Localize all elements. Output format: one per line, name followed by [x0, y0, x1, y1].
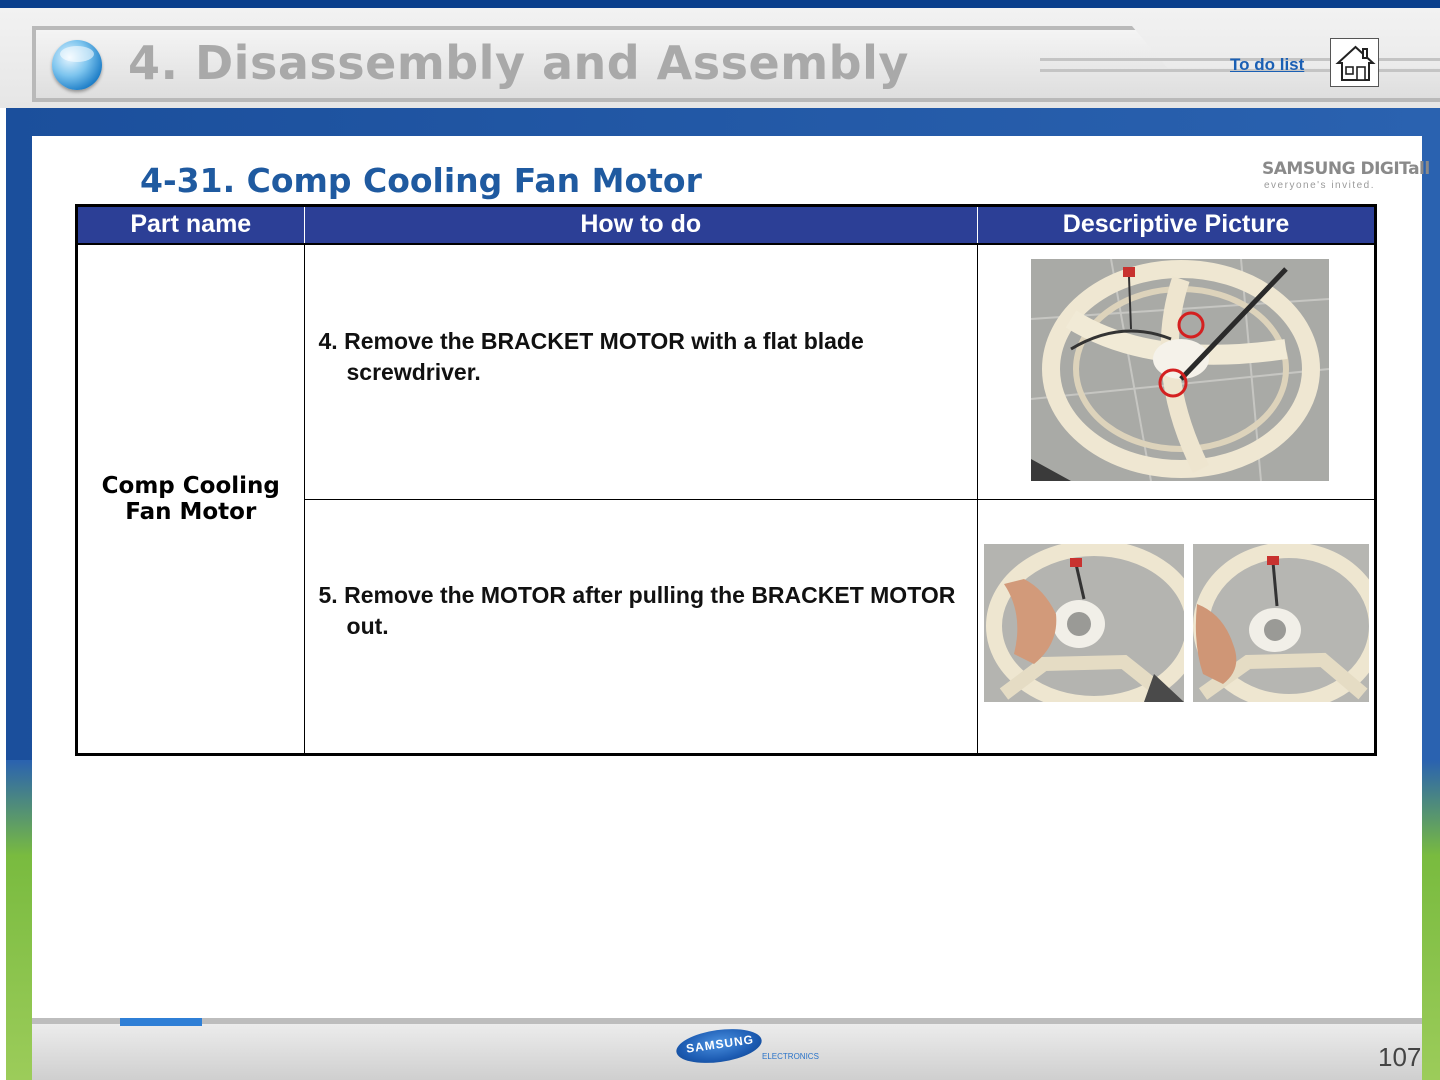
picture-cell: [978, 499, 1376, 755]
motor-removal-photo-1: [984, 544, 1184, 702]
part-name-line1: Comp Cooling: [101, 472, 280, 499]
header-part-name: Part name: [77, 206, 305, 244]
samsung-logo-subtext: ELECTRONICS: [762, 1052, 819, 1061]
top-strip: [0, 0, 1440, 8]
page-number: 107: [1378, 1042, 1422, 1072]
samsung-logo-text: SAMSUNG: [685, 1032, 755, 1056]
page-title: 4. Disassembly and Assembly: [128, 36, 909, 90]
picture-cell: [978, 244, 1376, 500]
table-header-row: [77, 206, 1376, 244]
procedure-table: [75, 204, 1377, 756]
step-text: 5. Remove the MOTOR after pulling the BRACKET MOTOR out.: [318, 582, 956, 640]
todo-list-link[interactable]: To do list: [1230, 55, 1305, 74]
step-cell: [304, 244, 978, 500]
part-name-line2: Fan Motor: [125, 498, 257, 525]
motor-removal-photo-2: [1193, 544, 1369, 702]
brand-tagline: everyone's invited.: [1264, 180, 1376, 191]
table-row: [77, 244, 1376, 500]
footer-accent: [120, 1018, 202, 1026]
home-button[interactable]: [1330, 38, 1379, 87]
brand-logo: SAMSUNG DIGITall: [1262, 159, 1430, 179]
fan-bracket-photo: [1031, 259, 1329, 481]
section-title: 4-31. Comp Cooling Fan Motor: [140, 161, 702, 200]
step-text: 4. Remove the BRACKET MOTOR with a flat blade screwdriver.: [318, 327, 864, 385]
step-cell: [304, 499, 978, 755]
header-descriptive-picture: Descriptive Picture: [978, 206, 1376, 244]
home-icon: [1335, 43, 1376, 84]
header-how-to-do: How to do: [304, 206, 978, 244]
globe-icon: [52, 40, 102, 90]
part-name-cell: [77, 244, 305, 755]
